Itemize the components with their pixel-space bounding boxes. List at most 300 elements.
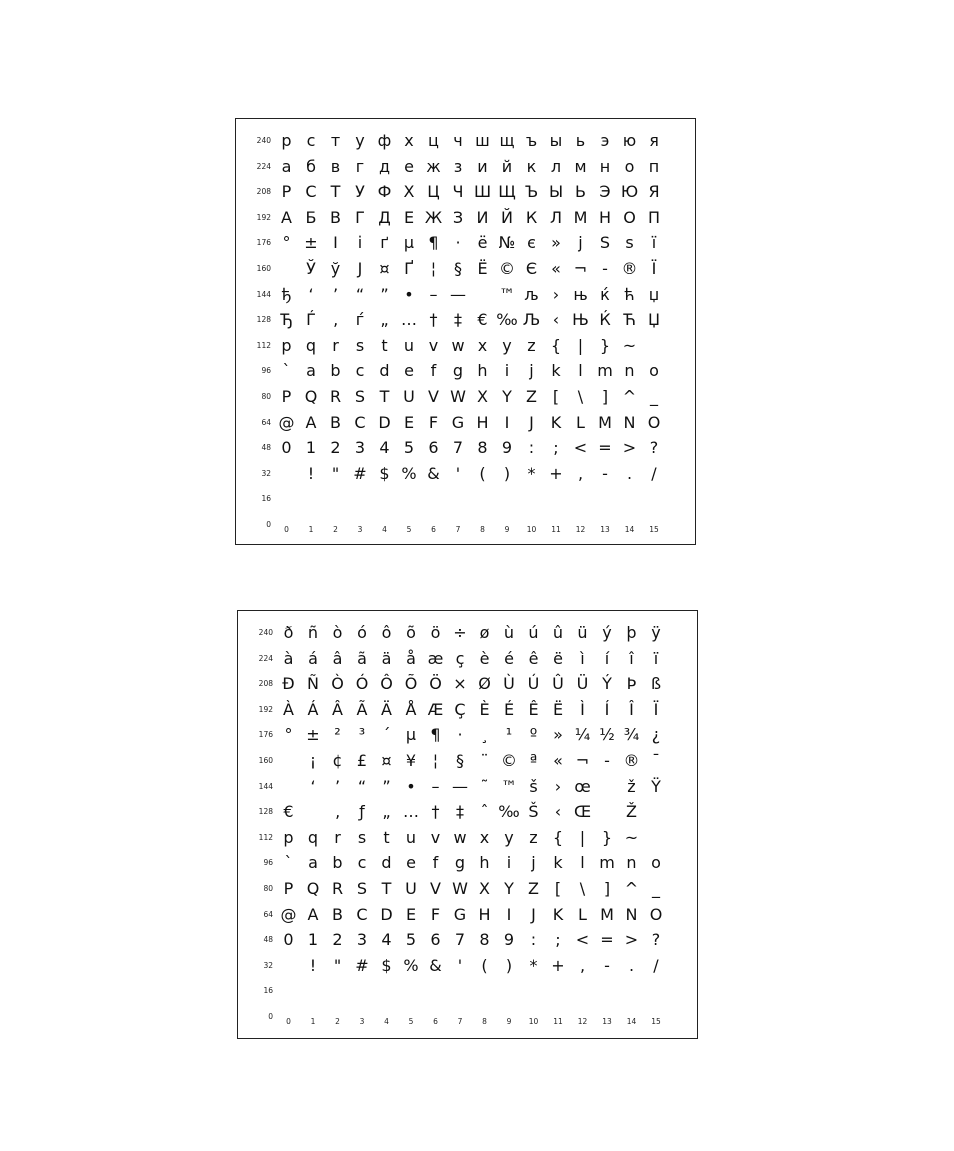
char-cell: u [405, 827, 417, 847]
char-cell: ñ [307, 623, 319, 642]
char-cell: % [403, 955, 419, 975]
char-cell: е [404, 156, 414, 176]
char-cell: Ъ [524, 182, 539, 202]
char-cell: Ґ [404, 259, 414, 278]
char-cell: E [403, 412, 415, 432]
char-cell: 7 [452, 438, 464, 458]
char-cell: K [552, 904, 564, 924]
char-row [236, 308, 695, 332]
char-cell: ‚ [334, 802, 341, 822]
char-cell: º [529, 725, 538, 745]
char-cell: ² [334, 725, 341, 745]
char-cell: ê [528, 648, 539, 668]
char-cell: Ш [473, 182, 492, 202]
char-cell: ƒ [359, 802, 365, 822]
char-cell: Ò [331, 674, 344, 694]
char-cell: Ж [424, 207, 443, 227]
char-cell: д [378, 156, 391, 176]
char-row [238, 775, 697, 799]
char-row [236, 129, 695, 153]
char-cell: В [330, 207, 341, 227]
char-cell: б [306, 156, 316, 176]
char-cell: B [332, 904, 343, 924]
char-cell: ë [553, 648, 563, 668]
char-row [236, 283, 695, 307]
char-cell: ) [503, 463, 511, 483]
char-cell: Ø [478, 674, 491, 694]
char-cell: @ [280, 904, 297, 924]
char-cell: t [383, 827, 390, 847]
char-cell: , [577, 463, 584, 483]
char-cell: r [332, 335, 339, 355]
row-label: 96 [261, 366, 271, 376]
char-cell: ½ [599, 725, 615, 745]
char-row [238, 672, 697, 696]
char-cell: ѓ [355, 310, 365, 330]
char-cell: : [530, 930, 537, 950]
row-label: 80 [263, 884, 273, 893]
char-cell: “ [355, 284, 365, 304]
char-cell: g [454, 853, 466, 873]
char-cell: а [281, 156, 292, 176]
char-cell: õ [406, 623, 416, 642]
char-row [236, 334, 695, 358]
char-cell: ¤ [381, 751, 392, 770]
char-cell: k [551, 361, 561, 381]
char-cell: І [333, 233, 338, 253]
char-cell: ; [553, 438, 559, 458]
char-cell: × [453, 674, 467, 694]
char-cell: ¨ [480, 751, 489, 770]
row-label: 224 [256, 161, 271, 171]
char-cell: ® [623, 751, 640, 770]
char-cell: ґ [380, 233, 389, 253]
char-cell: € [283, 802, 294, 822]
char-cell: ” [382, 776, 391, 796]
char-cell: ~ [624, 827, 639, 847]
char-cell: Þ [626, 674, 637, 694]
char-cell: u [403, 335, 415, 355]
char-cell: Ï [653, 699, 659, 719]
char-cell: Ë [552, 699, 564, 719]
char-cell: * [529, 955, 538, 975]
char-row [236, 359, 695, 383]
char-cell: c [357, 853, 367, 873]
char-cell: · [457, 725, 463, 745]
char-cell: з [453, 156, 463, 176]
char-row [238, 954, 697, 978]
char-cell: 9 [503, 930, 515, 950]
char-cell: æ [427, 648, 444, 668]
char-cell: ± [304, 233, 318, 253]
char-cell: є [527, 233, 536, 253]
char-cell: 0 [283, 930, 294, 950]
char-cell: ь [575, 131, 586, 150]
char-cell: ¶ [428, 233, 439, 253]
char-cell: З [452, 207, 464, 227]
column-label: 3 [359, 1017, 365, 1026]
char-cell: С [305, 182, 317, 202]
char-cell: P [283, 879, 294, 898]
char-cell: S [354, 387, 366, 406]
char-cell: S [356, 879, 368, 898]
char-cell: U [403, 387, 415, 406]
row-label: 32 [261, 468, 271, 478]
char-cell: W [452, 879, 468, 898]
char-cell: R [331, 879, 344, 898]
column-label: 9 [506, 1017, 512, 1026]
char-cell: Ö [429, 674, 442, 694]
char-cell: ѕ [625, 233, 634, 253]
char-row [236, 385, 695, 409]
char-cell: c [355, 361, 365, 381]
char-cell: s [357, 827, 367, 847]
row-label: 240 [258, 628, 273, 637]
char-cell: Ã [356, 699, 368, 719]
char-cell: Ñ [307, 674, 319, 694]
char-cell: Ü [576, 674, 589, 694]
column-label: 15 [651, 1017, 661, 1026]
char-cell: я [649, 131, 659, 150]
row-label: 144 [256, 289, 271, 299]
char-cell: ” [380, 284, 389, 304]
char-cell: L [578, 904, 587, 924]
char-cell: • [404, 284, 414, 304]
char-cell: m [597, 361, 613, 381]
char-cell: ® [621, 259, 638, 278]
char-cell: œ [574, 776, 591, 796]
char-cell: 4 [379, 438, 390, 458]
char-cell: / [653, 955, 659, 975]
char-cell: ‰ [498, 802, 520, 822]
column-label: 5 [408, 1017, 414, 1026]
char-cell: | [577, 335, 584, 355]
char-cell: Ù [503, 674, 515, 694]
column-label: 1 [310, 1017, 316, 1026]
char-cell: ó [357, 623, 367, 642]
char-cell: ž [627, 776, 636, 796]
char-cell: L [576, 412, 585, 432]
char-cell: М [573, 207, 588, 227]
char-cell: ’ [334, 776, 341, 796]
char-cell: š [529, 776, 538, 796]
char-cell: х [404, 131, 414, 150]
column-label: 15 [649, 525, 659, 534]
char-cell: … [401, 310, 417, 330]
char-cell: ã [357, 648, 367, 668]
char-cell: ‹ [552, 310, 560, 330]
char-cell: у [355, 131, 365, 150]
char-cell: + [549, 463, 563, 483]
char-cell: r [334, 827, 341, 847]
char-cell: ³ [358, 725, 366, 745]
char-cell: & [429, 955, 442, 975]
column-label: 8 [480, 525, 485, 534]
char-cell: њ [573, 284, 588, 304]
column-label: 11 [553, 1017, 563, 1026]
char-cell: л [550, 156, 562, 176]
char-cell: Â [332, 699, 343, 719]
char-cell: Щ [498, 182, 516, 202]
char-cell: … [403, 802, 419, 822]
char-cell: © [499, 259, 515, 278]
row-label: 192 [258, 704, 273, 714]
char-cell: I [506, 904, 512, 924]
char-cell: 6 [430, 930, 441, 950]
char-cell: C [356, 904, 368, 924]
char-cell: j [531, 853, 536, 873]
char-cell: è [479, 648, 490, 668]
column-label: 2 [335, 1017, 340, 1026]
char-cell: j [529, 361, 534, 381]
char-cell: - [604, 955, 610, 975]
char-cell: 3 [354, 438, 366, 458]
char-cell: ¾ [623, 725, 640, 745]
char-cell: Н [598, 207, 612, 227]
char-cell: t [381, 335, 388, 355]
char-cell: i [506, 853, 512, 873]
char-cell: á [308, 648, 318, 668]
char-cell: à [283, 648, 294, 668]
char-cell: « [551, 259, 561, 278]
char-cell: h [477, 361, 488, 381]
column-label: 7 [457, 1017, 463, 1026]
char-cell: П [647, 207, 661, 227]
char-cell: 1 [307, 930, 319, 950]
char-cell: f [432, 853, 439, 873]
char-cell: ‘ [308, 284, 314, 304]
char-cell: к [526, 156, 537, 176]
row-label: 208 [256, 187, 271, 197]
char-cell: ì [580, 648, 585, 668]
char-cell: e [406, 853, 416, 873]
char-cell: ¸ [480, 725, 489, 745]
char-row [238, 826, 697, 850]
column-label: 3 [357, 525, 363, 534]
char-cell: } [599, 335, 611, 355]
char-cell: ? [651, 930, 661, 950]
char-cell: ^ [624, 879, 639, 898]
column-label: 9 [504, 525, 510, 534]
char-row [236, 231, 695, 255]
column-label: 4 [382, 525, 387, 534]
char-cell: ‘ [310, 776, 316, 796]
char-cell: k [553, 853, 563, 873]
char-cell: Ц [427, 182, 440, 202]
char-cell: O [649, 904, 663, 924]
char-cell: F [428, 412, 439, 432]
char-cell: Ф [377, 182, 392, 202]
char-row [236, 411, 695, 435]
char-cell: D [378, 412, 391, 432]
char-cell: “ [357, 776, 367, 796]
char-cell: Á [307, 699, 319, 719]
char-cell: $ [379, 463, 390, 483]
char-cell: ` [282, 361, 291, 381]
char-cell: ц [428, 131, 439, 150]
char-cell: 4 [381, 930, 392, 950]
char-cell: ™ [501, 776, 517, 796]
char-row [238, 851, 697, 875]
char-cell: ? [649, 438, 659, 458]
char-cell: Ѕ [599, 233, 611, 253]
char-cell: м [574, 156, 587, 176]
char-cell: T [381, 879, 392, 898]
char-row [238, 903, 697, 927]
char-cell: ß [650, 674, 662, 694]
char-cell: Z [526, 387, 537, 406]
char-cell: 2 [332, 930, 343, 950]
char-cell: § [454, 259, 462, 278]
column-label: 10 [526, 525, 537, 534]
char-cell: 1 [305, 438, 317, 458]
row-label: 0 [266, 520, 271, 529]
char-cell: x [479, 827, 490, 847]
char-cell: µ [405, 725, 417, 745]
char-cell: a [308, 853, 318, 873]
char-cell: У [355, 182, 365, 202]
char-cell: . [626, 463, 633, 483]
char-cell: \ [577, 387, 584, 406]
char-cell: ; [555, 930, 561, 950]
char-cell: ё [477, 233, 488, 253]
char-cell: 8 [477, 438, 488, 458]
char-cell: . [628, 955, 635, 975]
char-cell: È [479, 699, 490, 719]
char-cell: â [332, 648, 343, 668]
char-cell: Б [305, 207, 317, 227]
char-cell: { [552, 827, 564, 847]
char-cell: — [450, 284, 466, 304]
char-cell: Î [629, 699, 634, 719]
char-cell: ‚ [332, 310, 339, 330]
char-cell: þ [626, 623, 637, 642]
column-label: 5 [406, 525, 412, 534]
char-cell: ћ [624, 284, 635, 304]
row-label: 224 [258, 653, 273, 663]
char-cell: « [553, 751, 563, 770]
char-cell: o [649, 361, 659, 381]
char-cell: K [550, 412, 562, 432]
char-cell: ‡ [456, 802, 464, 822]
char-cell: s [355, 335, 365, 355]
char-cell: Û [552, 674, 564, 694]
char-cell: À [283, 699, 294, 719]
row-label: 64 [263, 909, 273, 919]
char-cell: – [431, 776, 440, 796]
char-cell: ы [549, 131, 563, 150]
char-row [238, 749, 697, 773]
char-cell: û [552, 623, 564, 642]
char-cell: Д [378, 207, 391, 227]
char-cell: Ý [602, 674, 612, 694]
char-cell: ¥ [405, 751, 417, 770]
char-cell: \ [579, 879, 586, 898]
char-cell: § [456, 751, 464, 770]
row-label: 192 [256, 212, 271, 222]
char-cell: Ћ [623, 310, 636, 330]
char-cell: ј [578, 233, 583, 253]
char-cell: э [600, 131, 610, 150]
char-cell: - [602, 259, 608, 278]
row-label: 112 [256, 340, 271, 350]
char-row [238, 800, 697, 824]
char-cell: / [651, 463, 657, 483]
char-cell: т [330, 131, 341, 150]
char-cell: ¬ [575, 751, 590, 770]
char-cell: Ќ [599, 310, 611, 330]
character-table-latin [237, 610, 698, 1039]
char-cell: ä [381, 648, 392, 668]
char-cell: | [579, 827, 586, 847]
char-cell: Å [405, 699, 417, 719]
char-cell: ’ [332, 284, 339, 304]
char-cell: U [405, 879, 417, 898]
char-cell: ç [455, 648, 465, 668]
char-cell: џ [648, 284, 660, 304]
char-cell: ¹ [505, 725, 513, 745]
column-label: 10 [528, 1017, 539, 1026]
char-cell: + [551, 955, 565, 975]
char-cell: „ [382, 802, 391, 822]
char-cell: Ђ [280, 310, 293, 330]
char-cell: ¶ [430, 725, 441, 745]
row-label: 176 [256, 238, 271, 248]
char-cell: X [477, 387, 488, 406]
char-cell: ¦ [432, 751, 439, 770]
char-cell: Ю [620, 182, 639, 202]
char-cell: Џ [647, 310, 661, 330]
char-cell: О [623, 207, 636, 227]
char-cell: ô [381, 623, 392, 642]
char-cell: * [527, 463, 536, 483]
char-cell: Ч [452, 182, 464, 202]
char-cell: N [623, 412, 636, 432]
char-cell: n [626, 853, 637, 873]
char-cell: И [476, 207, 489, 227]
char-cell: V [430, 879, 441, 898]
char-cell: _ [652, 879, 660, 898]
char-cell: • [406, 776, 416, 796]
char-cell: Õ [404, 674, 418, 694]
char-cell: Э [599, 182, 611, 202]
column-label: 13 [602, 1017, 612, 1026]
char-cell: ¤ [379, 259, 390, 278]
char-cell: ч [453, 131, 463, 150]
char-cell: } [601, 827, 613, 847]
char-cell: Л [549, 207, 563, 227]
char-cell: ф [377, 131, 392, 150]
char-cell: Є [525, 259, 538, 278]
char-cell: € [477, 310, 488, 330]
char-cell: · [455, 233, 461, 253]
character-table-cyrillic [235, 118, 696, 545]
char-cell: ÷ [453, 623, 467, 642]
char-cell: _ [650, 387, 658, 406]
char-cell: C [354, 412, 366, 432]
char-cell: > [622, 438, 637, 458]
char-cell: A [305, 412, 317, 432]
char-cell: M [600, 904, 614, 924]
char-cell: ˜ [480, 776, 489, 796]
char-cell: @ [278, 412, 295, 432]
char-cell: " [331, 463, 340, 483]
char-cell: Ї [651, 259, 657, 278]
char-cell: ø [479, 623, 490, 642]
row-label: 64 [261, 417, 271, 427]
char-cell: ж [426, 156, 441, 176]
char-cell: п [648, 156, 660, 176]
